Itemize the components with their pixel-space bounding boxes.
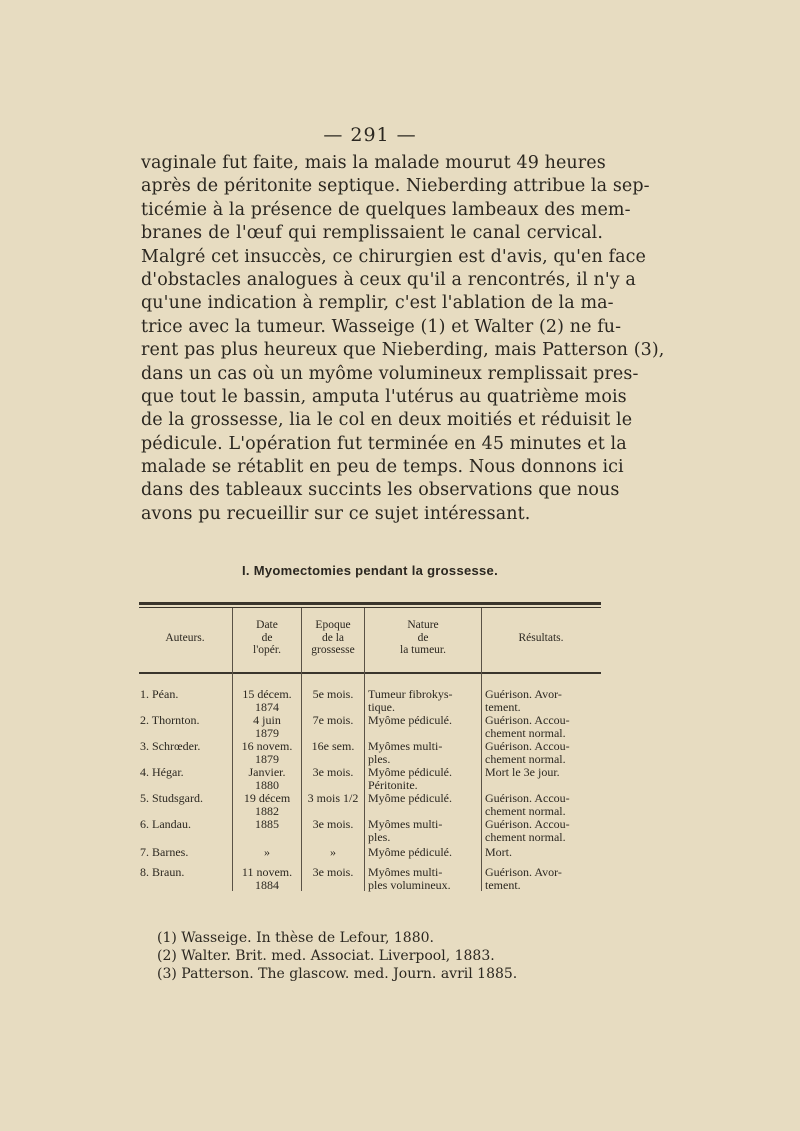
footnote-2: (2) Walter. Brit. med. Associat. Liverpool, 1883. <box>157 948 495 964</box>
cell-nature: Myômes multi- ples. <box>368 739 443 766</box>
paragraph-line: d'obstacles analogues à ceux qu'il a rencontrés, il n'y a <box>141 269 636 290</box>
cell-resultat: Guérison. Accou- chement normal. <box>485 713 570 740</box>
cell-resultat: Mort le 3e jour. <box>485 765 560 779</box>
cell-auteur: 8. Braun. <box>140 865 185 879</box>
main-paragraph <box>141 152 665 526</box>
cell-date: 19 décem 1882 <box>243 791 291 818</box>
cell-nature: Myôme pédiculé. <box>368 791 452 805</box>
page-number: — 291 — <box>323 124 417 146</box>
footnote-1: (1) Wasseige. In thèse de Lefour, 1880. <box>157 930 434 946</box>
paragraph-line: branes de l'œuf qui remplissaient le canal cervical. <box>141 223 603 244</box>
cell-auteur: 3. Schrœder. <box>140 739 201 753</box>
paragraph-line: ticémie à la présence de quelques lambeaux des mem- <box>141 199 631 220</box>
table-top-rule <box>139 602 601 605</box>
paragraph-line: Malgré cet insuccès, ce chirurgien est d'avis, qu'en face <box>141 246 646 267</box>
cell-resultat: Guérison. Avor- tement. <box>485 687 562 714</box>
header-nature: Nature de la tumeur. <box>400 619 446 656</box>
table-header-rule <box>139 672 601 674</box>
cell-auteur: 5. Studsgard. <box>140 791 203 805</box>
cell-epoque: 16e sem. <box>311 739 355 753</box>
cell-resultat: Guérison. Accou- chement normal. <box>485 791 570 818</box>
cell-epoque: 3e mois. <box>312 865 354 879</box>
table-top-rule-thin <box>139 607 601 608</box>
cell-date: 11 novem. 1884 <box>241 865 293 892</box>
cell-epoque: » <box>330 845 336 859</box>
cell-epoque: 3e mois. <box>312 817 354 831</box>
cell-resultat: Guérison. Avor- tement. <box>485 865 562 892</box>
paragraph-line: qu'une indication à remplir, c'est l'ablation de la ma- <box>141 293 614 314</box>
cell-date: 1885 <box>255 817 279 831</box>
cell-nature: Tumeur fibrokys- tique. <box>368 687 453 714</box>
cell-resultat: Guérison. Accou- chement normal. <box>485 739 570 766</box>
cell-epoque: 3 mois 1/2 <box>307 791 359 805</box>
paragraph-line: rent pas plus heureux que Nieberding, mais Patterson (3), <box>141 340 665 361</box>
cell-auteur: 6. Landau. <box>140 817 191 831</box>
column-divider <box>481 608 482 891</box>
cell-epoque: 7e mois. <box>312 713 354 727</box>
cell-nature: Myôme pédiculé. Péritonite. <box>368 765 452 792</box>
cell-date: 16 novem. 1879 <box>241 739 293 766</box>
header-resultats: Résultats. <box>518 632 564 644</box>
cell-resultat: Mort. <box>485 845 512 859</box>
paragraph-line: trice avec la tumeur. Wasseige (1) et Walter (2) ne fu- <box>141 316 622 337</box>
cell-epoque: 5e mois. <box>312 687 354 701</box>
paragraph-line: après de péritonite septique. Nieberding attribue la sep- <box>141 176 650 197</box>
paragraph-line: dans un cas où un myôme volumineux remplissait pres- <box>141 363 639 384</box>
table-title: I. Myomectomies pendant la grossesse. <box>241 563 499 578</box>
footnote-3: (3) Patterson. The glascow. med. Journ. avril 1885. <box>157 966 518 982</box>
header-auteurs: Auteurs. <box>165 632 205 644</box>
cell-date: 15 décem. 1874 <box>242 687 292 714</box>
paragraph-line: vaginale fut faite, mais la malade mourut 49 heures <box>141 153 606 173</box>
paragraph-line: pédicule. L'opération fut terminée en 45 minutes et la <box>141 433 627 454</box>
cell-epoque: 3e mois. <box>312 765 354 779</box>
paragraph-line: malade se rétablit en peu de temps. Nous donnons ici <box>141 457 624 478</box>
cell-date: 4 juin 1879 <box>253 713 281 740</box>
header-epoque: Epoque de la grossesse <box>311 619 355 656</box>
cell-date: Janvier. 1880 <box>248 765 286 792</box>
header-date: Date de l'opér. <box>253 619 281 656</box>
paragraph-line: de la grossesse, lia le col en deux moitiés et réduisit le <box>141 410 633 431</box>
cell-auteur: 2. Thornton. <box>140 713 200 727</box>
cell-resultat: Guérison. Accou- chement normal. <box>485 817 570 844</box>
paragraph-line: que tout le bassin, amputa l'utérus au quatrième mois <box>141 386 627 407</box>
cell-auteur: 7. Barnes. <box>140 845 189 859</box>
paragraph-line: avons pu recueillir sur ce sujet intéressant. <box>141 503 531 524</box>
paragraph-line: dans des tableaux succints les observations que nous <box>141 480 620 501</box>
cell-auteur: 4. Hégar. <box>140 765 184 779</box>
cell-nature: Myômes multi- ples. <box>368 817 443 844</box>
cell-nature: Myôme pédiculé. <box>368 713 452 727</box>
cell-nature: Myômes multi- ples volumineux. <box>368 865 451 892</box>
cell-auteur: 1. Péan. <box>140 687 179 701</box>
cell-nature: Myôme pédiculé. <box>368 845 452 859</box>
cell-date: » <box>264 845 270 859</box>
